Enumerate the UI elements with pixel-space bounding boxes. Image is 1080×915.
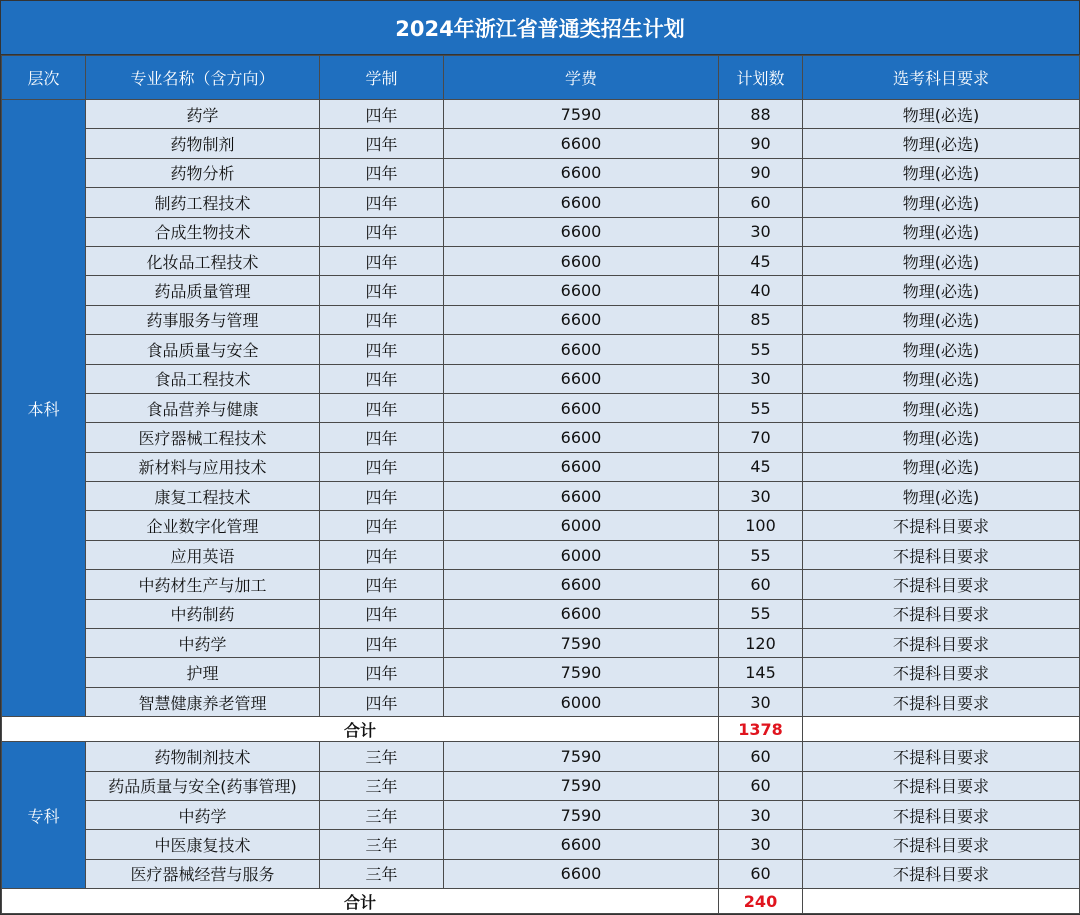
major-cell: 中药制药 — [86, 599, 320, 628]
major-cell: 食品质量与安全 — [86, 335, 320, 364]
plan-count-cell: 55 — [719, 393, 803, 422]
subject-req-cell: 不提科目要求 — [803, 742, 1080, 771]
tuition-cell: 6000 — [444, 687, 719, 716]
tuition-cell: 6600 — [444, 830, 719, 859]
subject-req-cell: 不提科目要求 — [803, 658, 1080, 687]
table-row — [2, 246, 1080, 275]
table-row — [2, 452, 1080, 481]
duration-cell: 四年 — [320, 100, 444, 129]
tuition-cell: 7590 — [444, 629, 719, 658]
tuition-cell: 6600 — [444, 423, 719, 452]
subject-req-cell: 物理(必选) — [803, 393, 1080, 422]
plan-count-cell: 85 — [719, 305, 803, 334]
sum-value: 240 — [719, 889, 803, 914]
table-row — [2, 800, 1080, 829]
duration-cell: 三年 — [320, 830, 444, 859]
table-row — [2, 482, 1080, 511]
tuition-cell: 6600 — [444, 452, 719, 481]
tuition-cell: 6600 — [444, 188, 719, 217]
table-row — [2, 859, 1080, 888]
tuition-cell: 7590 — [444, 658, 719, 687]
page-title: 2024年浙江省普通类招生计划 — [1, 1, 1079, 55]
sum-row — [2, 717, 1080, 742]
plan-count-cell: 88 — [719, 100, 803, 129]
duration-cell: 四年 — [320, 276, 444, 305]
plan-table — [1, 55, 1080, 914]
duration-cell: 四年 — [320, 217, 444, 246]
tuition-cell: 6600 — [444, 158, 719, 187]
major-cell: 药事服务与管理 — [86, 305, 320, 334]
major-cell: 中药学 — [86, 629, 320, 658]
tuition-cell: 6600 — [444, 246, 719, 275]
plan-count-cell: 30 — [719, 364, 803, 393]
subject-req-cell: 不提科目要求 — [803, 511, 1080, 540]
tuition-cell: 6600 — [444, 276, 719, 305]
plan-count-cell: 90 — [719, 158, 803, 187]
table-row — [2, 335, 1080, 364]
header-major: 专业名称（含方向） — [86, 56, 320, 100]
plan-count-cell: 40 — [719, 276, 803, 305]
tuition-cell: 6600 — [444, 129, 719, 158]
plan-count-cell: 45 — [719, 246, 803, 275]
duration-cell: 四年 — [320, 599, 444, 628]
duration-cell: 四年 — [320, 364, 444, 393]
duration-cell: 三年 — [320, 859, 444, 888]
subject-req-cell: 不提科目要求 — [803, 859, 1080, 888]
table-row — [2, 511, 1080, 540]
tuition-cell: 6000 — [444, 540, 719, 569]
table-row — [2, 217, 1080, 246]
subject-req-cell: 物理(必选) — [803, 276, 1080, 305]
major-cell: 护理 — [86, 658, 320, 687]
table-row — [2, 570, 1080, 599]
level-cell-zhuanke: 专科 — [2, 742, 86, 889]
subject-req-cell: 物理(必选) — [803, 335, 1080, 364]
major-cell: 药品质量与安全(药事管理) — [86, 771, 320, 800]
table-row — [2, 423, 1080, 452]
subject-req-cell: 不提科目要求 — [803, 570, 1080, 599]
subject-req-cell: 不提科目要求 — [803, 830, 1080, 859]
major-cell: 企业数字化管理 — [86, 511, 320, 540]
duration-cell: 四年 — [320, 511, 444, 540]
duration-cell: 三年 — [320, 800, 444, 829]
tuition-cell: 6600 — [444, 599, 719, 628]
sum-row — [2, 889, 1080, 914]
tuition-cell: 6600 — [444, 570, 719, 599]
sum-value: 1378 — [719, 717, 803, 742]
major-cell: 合成生物技术 — [86, 217, 320, 246]
subject-req-cell: 物理(必选) — [803, 452, 1080, 481]
duration-cell: 四年 — [320, 570, 444, 599]
duration-cell: 四年 — [320, 658, 444, 687]
subject-req-cell: 物理(必选) — [803, 158, 1080, 187]
plan-count-cell: 45 — [719, 452, 803, 481]
major-cell: 医疗器械经营与服务 — [86, 859, 320, 888]
subject-req-cell: 不提科目要求 — [803, 800, 1080, 829]
duration-cell: 四年 — [320, 305, 444, 334]
major-cell: 康复工程技术 — [86, 482, 320, 511]
major-cell: 智慧健康养老管理 — [86, 687, 320, 716]
plan-count-cell: 70 — [719, 423, 803, 452]
table-row — [2, 276, 1080, 305]
sum-label: 合计 — [2, 717, 719, 742]
plan-count-cell: 55 — [719, 540, 803, 569]
plan-count-cell: 55 — [719, 599, 803, 628]
sum-empty-cell — [803, 889, 1080, 914]
duration-cell: 四年 — [320, 423, 444, 452]
table-row — [2, 364, 1080, 393]
tuition-cell: 7590 — [444, 742, 719, 771]
header-level: 层次 — [2, 56, 86, 100]
table-row — [2, 771, 1080, 800]
major-cell: 药品质量管理 — [86, 276, 320, 305]
duration-cell: 四年 — [320, 158, 444, 187]
table-row — [2, 305, 1080, 334]
plan-count-cell: 30 — [719, 830, 803, 859]
duration-cell: 四年 — [320, 687, 444, 716]
plan-count-cell: 100 — [719, 511, 803, 540]
table-row — [2, 830, 1080, 859]
sum-label: 合计 — [2, 889, 719, 914]
subject-req-cell: 不提科目要求 — [803, 687, 1080, 716]
plan-count-cell: 90 — [719, 129, 803, 158]
header-duration: 学制 — [320, 56, 444, 100]
tuition-cell: 7590 — [444, 800, 719, 829]
tuition-cell: 7590 — [444, 100, 719, 129]
major-cell: 应用英语 — [86, 540, 320, 569]
duration-cell: 四年 — [320, 482, 444, 511]
table-row — [2, 629, 1080, 658]
subject-req-cell: 物理(必选) — [803, 100, 1080, 129]
plan-count-cell: 60 — [719, 570, 803, 599]
major-cell: 药学 — [86, 100, 320, 129]
header-row — [2, 56, 1080, 100]
table-row — [2, 393, 1080, 422]
level-cell-benke: 本科 — [2, 100, 86, 717]
table-row — [2, 158, 1080, 187]
subject-req-cell: 不提科目要求 — [803, 599, 1080, 628]
duration-cell: 四年 — [320, 129, 444, 158]
subject-req-cell: 不提科目要求 — [803, 629, 1080, 658]
major-cell: 制药工程技术 — [86, 188, 320, 217]
duration-cell: 四年 — [320, 188, 444, 217]
subject-req-cell: 物理(必选) — [803, 246, 1080, 275]
duration-cell: 四年 — [320, 335, 444, 364]
table-row — [2, 100, 1080, 129]
table-row — [2, 540, 1080, 569]
plan-count-cell: 30 — [719, 217, 803, 246]
subject-req-cell: 物理(必选) — [803, 423, 1080, 452]
sum-empty-cell — [803, 717, 1080, 742]
major-cell: 中药学 — [86, 800, 320, 829]
duration-cell: 四年 — [320, 540, 444, 569]
table-row — [2, 658, 1080, 687]
plan-count-cell: 30 — [719, 482, 803, 511]
subject-req-cell: 物理(必选) — [803, 305, 1080, 334]
subject-req-cell: 物理(必选) — [803, 482, 1080, 511]
tuition-cell: 6600 — [444, 482, 719, 511]
tuition-cell: 7590 — [444, 771, 719, 800]
header-tuition: 学费 — [444, 56, 719, 100]
plan-count-cell: 60 — [719, 771, 803, 800]
duration-cell: 三年 — [320, 742, 444, 771]
tuition-cell: 6600 — [444, 217, 719, 246]
major-cell: 新材料与应用技术 — [86, 452, 320, 481]
tuition-cell: 6600 — [444, 859, 719, 888]
major-cell: 食品营养与健康 — [86, 393, 320, 422]
major-cell: 化妆品工程技术 — [86, 246, 320, 275]
tuition-cell: 6600 — [444, 364, 719, 393]
table-row — [2, 599, 1080, 628]
plan-count-cell: 30 — [719, 800, 803, 829]
plan-count-cell: 55 — [719, 335, 803, 364]
header-plan-count: 计划数 — [719, 56, 803, 100]
plan-count-cell: 30 — [719, 687, 803, 716]
subject-req-cell: 不提科目要求 — [803, 540, 1080, 569]
duration-cell: 四年 — [320, 629, 444, 658]
major-cell: 药物制剂 — [86, 129, 320, 158]
header-subject-req: 选考科目要求 — [803, 56, 1080, 100]
table-row — [2, 742, 1080, 771]
plan-count-cell: 145 — [719, 658, 803, 687]
duration-cell: 四年 — [320, 393, 444, 422]
duration-cell: 四年 — [320, 246, 444, 275]
plan-count-cell: 60 — [719, 859, 803, 888]
major-cell: 中药材生产与加工 — [86, 570, 320, 599]
major-cell: 医疗器械工程技术 — [86, 423, 320, 452]
subject-req-cell: 物理(必选) — [803, 217, 1080, 246]
table-row — [2, 188, 1080, 217]
table-row — [2, 129, 1080, 158]
table-row — [2, 687, 1080, 716]
plan-count-cell: 120 — [719, 629, 803, 658]
major-cell: 中医康复技术 — [86, 830, 320, 859]
tuition-cell: 6600 — [444, 305, 719, 334]
subject-req-cell: 不提科目要求 — [803, 771, 1080, 800]
major-cell: 药物制剂技术 — [86, 742, 320, 771]
subject-req-cell: 物理(必选) — [803, 129, 1080, 158]
tuition-cell: 6600 — [444, 393, 719, 422]
duration-cell: 三年 — [320, 771, 444, 800]
major-cell: 药物分析 — [86, 158, 320, 187]
plan-count-cell: 60 — [719, 742, 803, 771]
subject-req-cell: 物理(必选) — [803, 188, 1080, 217]
plan-count-cell: 60 — [719, 188, 803, 217]
tuition-cell: 6000 — [444, 511, 719, 540]
major-cell: 食品工程技术 — [86, 364, 320, 393]
subject-req-cell: 物理(必选) — [803, 364, 1080, 393]
duration-cell: 四年 — [320, 452, 444, 481]
tuition-cell: 6600 — [444, 335, 719, 364]
